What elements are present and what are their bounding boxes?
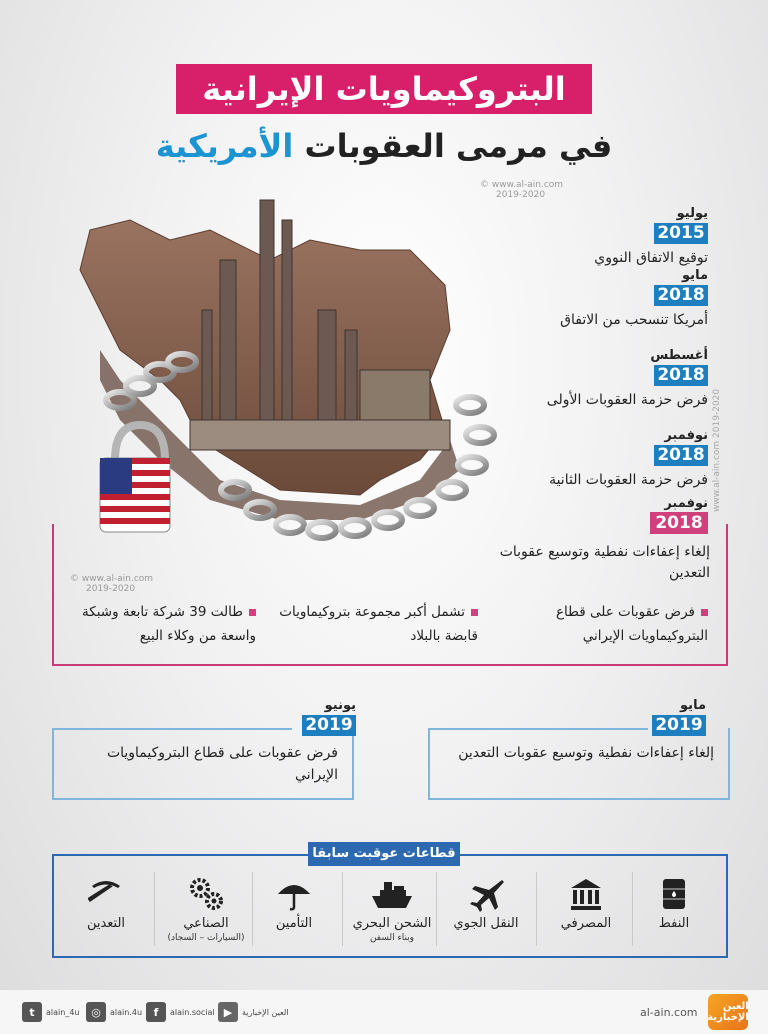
nov2018-point: طالت 39 شركة تابعة وشبكة واسعة من وكلاء البيع — [82, 604, 256, 644]
sector-industrial — [160, 870, 252, 954]
timeline-year: 2018 — [650, 512, 708, 534]
jun2019-box — [52, 728, 354, 800]
sector-label: النفط — [658, 916, 690, 931]
pickaxe-icon — [88, 876, 124, 912]
sector-oil — [628, 870, 720, 954]
twitter-link[interactable] — [22, 1002, 79, 1022]
umbrella-icon — [276, 876, 312, 912]
sector-divider — [536, 872, 537, 946]
jun2019-border — [52, 728, 292, 730]
watermark-site: www.al-ain.com — [81, 574, 154, 584]
sector-sublabel: (السيارات – السجاد) — [167, 933, 245, 943]
jun2019-head — [302, 698, 356, 736]
subtitle-highlight: الأمريكية — [155, 127, 294, 165]
nov2018-point: تشمل أكبر مجموعة بتروكيماويات قابضة بالبلاد — [279, 604, 478, 644]
youtube-icon: ▶ — [218, 1002, 238, 1022]
sector-label: التعدين — [86, 916, 126, 931]
sector-aviation — [440, 870, 532, 954]
sector-divider — [154, 872, 155, 946]
sector-mining — [60, 870, 152, 954]
timeline-month: نوفمبر — [664, 428, 708, 443]
youtube-link[interactable] — [218, 1002, 289, 1022]
watermark-mid: © www.al-ain.com 2019-2020 — [70, 574, 154, 594]
may2019-box — [428, 728, 730, 800]
timeline-item — [468, 206, 708, 267]
timeline-year: 2019 — [652, 715, 706, 736]
watermark-years: 2019-2020 — [86, 584, 136, 594]
main-title: البتروكيماويات الإيرانية — [176, 64, 592, 114]
nov2018-desc: إلغاء إعفاءات نفطية وتوسيع عقوبات التعدين — [499, 544, 710, 581]
sector-label: المصرفي — [560, 916, 612, 931]
instagram-icon: ◎ — [86, 1002, 106, 1022]
subtitle — [140, 124, 628, 168]
timeline-month: مايو — [682, 268, 708, 283]
timeline-item — [468, 348, 708, 409]
padlock-us-flag-icon — [100, 425, 170, 532]
instagram-handle: alain.4u — [110, 1007, 143, 1017]
timeline-desc: فرض حزمة العقوبات الثانية — [549, 472, 708, 488]
watermark-site: www.al-ain.com — [491, 180, 564, 190]
timeline-month: أغسطس — [650, 348, 708, 363]
watermark-years: 2019-2020 — [496, 190, 546, 200]
nov2018-point: فرض عقوبات على قطاع البتروكيماويات الإيراني — [555, 604, 708, 644]
youtube-handle: العين الإخبارية — [242, 1007, 289, 1017]
bullet-icon — [249, 609, 256, 616]
facebook-handle: alain.social — [170, 1007, 215, 1017]
timeline-month: مايو — [680, 698, 706, 713]
may2019-desc: إلغاء إعفاءات نفطية وتوسيع عقوبات التعدين — [458, 745, 714, 761]
subtitle-prefix: في مرمى العقوبات — [304, 127, 613, 165]
may2019-border — [428, 728, 648, 730]
timeline-month: نوفمبر — [664, 496, 708, 511]
iran-map-refinery-illustration — [60, 190, 530, 560]
gears-icon — [186, 876, 226, 912]
timeline-desc: أمريكا تنسحب من الاتفاق — [560, 312, 708, 328]
sector-label: الصناعي — [183, 916, 229, 931]
sector-insurance — [248, 870, 340, 954]
footer — [0, 990, 768, 1034]
timeline-item — [468, 268, 708, 329]
twitter-icon: t — [22, 1002, 42, 1022]
timeline-desc: توقيع الاتفاق النووي — [594, 250, 708, 266]
al-ain-logo: العين الإخبارية — [708, 994, 748, 1030]
bank-icon — [568, 876, 604, 912]
timeline-year: 2019 — [302, 715, 356, 736]
sector-label: الشحن البحري — [352, 916, 432, 931]
timeline-month: يوليو — [676, 206, 708, 221]
sector-divider — [252, 872, 253, 946]
sector-label: التأمين — [275, 916, 313, 931]
timeline-month: يونيو — [324, 698, 356, 713]
watermark-top: © www.al-ain.com 2019-2020 — [480, 180, 564, 200]
watermark-vertical — [712, 389, 722, 512]
timeline-year: 2018 — [654, 285, 708, 306]
nov2018-head — [588, 496, 708, 534]
twitter-handle: alain_4u — [46, 1007, 80, 1017]
watermark-site: www.al-ain.com — [712, 440, 722, 512]
timeline-year: 2018 — [654, 365, 708, 386]
facebook-icon: f — [146, 1002, 166, 1022]
sector-sublabel: وبناء السفن — [369, 933, 415, 943]
facebook-link[interactable] — [146, 1002, 215, 1022]
airplane-icon — [467, 876, 505, 912]
sector-label: النقل الجوي — [453, 916, 519, 931]
jun2019-desc: فرض عقوبات على قطاع البتروكيماويات الإيراني — [106, 745, 338, 783]
sectors-title: قطاعات عوقبت سابقا — [308, 842, 460, 866]
sector-divider — [632, 872, 633, 946]
bullet-icon — [471, 609, 478, 616]
sector-shipping — [346, 870, 438, 954]
may2019-head — [652, 698, 706, 736]
timeline-year: 2018 — [654, 445, 708, 466]
watermark-years: 2019-2020 — [712, 388, 722, 438]
oil-barrel-icon — [657, 876, 691, 912]
bullet-icon — [701, 609, 708, 616]
sector-banking — [540, 870, 632, 954]
timeline-item — [468, 428, 708, 489]
timeline-desc: فرض حزمة العقوبات الأولى — [546, 392, 708, 408]
site-url[interactable]: al-ain.com — [640, 1006, 698, 1019]
sector-divider — [342, 872, 343, 946]
timeline-year: 2015 — [654, 223, 708, 244]
ship-icon — [370, 876, 414, 912]
instagram-link[interactable] — [86, 1002, 142, 1022]
